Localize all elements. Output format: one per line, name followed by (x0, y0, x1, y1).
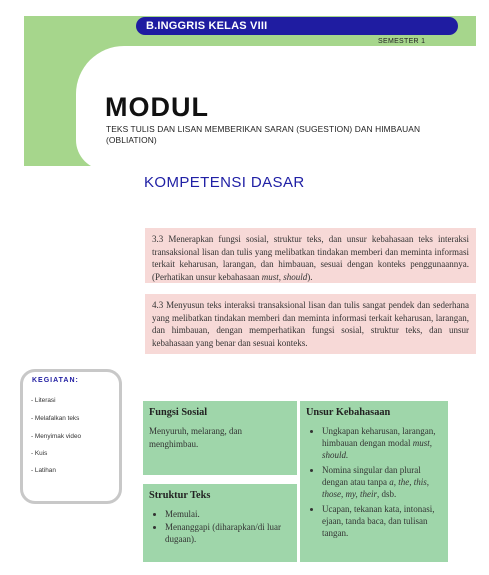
kd-3-3-box (145, 228, 476, 283)
kegiatan-item-latihan: - Latihan (31, 467, 56, 474)
kegiatan-item-kuis: - Kuis (31, 450, 48, 457)
kompetensi-dasar-heading: KOMPETENSI DASAR (144, 174, 305, 191)
kegiatan-item-menyimak: - Menyimak video (31, 433, 82, 440)
unsur-kebahasaan-item (322, 425, 442, 461)
unsur-kebahasaan-box (300, 401, 448, 562)
unsur-item-2-text: Nomina singular dan plural dengan atau tanpa (322, 465, 421, 487)
fungsi-sosial-text: Menyuruh, melarang, dan menghimbau. (149, 426, 242, 449)
subject-title-bar: B.INGGRIS KELAS VIII (136, 17, 458, 35)
unsur-kebahasaan-item: • Ucapan, tekanan kata, intonasi, ejaan, tanda baca, dan tulisan tangan. (322, 503, 442, 539)
unsur-kebahasaan-list (306, 425, 442, 539)
fungsi-sosial-box (143, 401, 297, 475)
unsur-item-2-end: , dsb. (377, 489, 397, 499)
modul-subtitle: TEKS TULIS DAN LISAN MEMBERIKAN SARAN (SUGESTION) DAN HIMBAUAN (OBLIATION) (106, 124, 421, 145)
unsur-item-2-emphasis: a, the, this, those, my, their (322, 477, 429, 499)
struktur-teks-list (149, 508, 291, 545)
struktur-teks-item: • Menanggapi (diharapkan/di luar dugaan). (165, 521, 291, 545)
unsur-kebahasaan-title: Unsur Kebahasaan (306, 407, 391, 418)
semester-label: SEMESTER 1 (378, 38, 426, 45)
struktur-teks-item: • Memulai. (165, 508, 291, 520)
kd-3-3-modal-emphasis: must, should (261, 271, 308, 282)
unsur-item-1-emphasis: must, should. (322, 438, 432, 460)
unsur-kebahasaan-item (322, 464, 442, 500)
kegiatan-item-melafalkan: - Melafalkan teks (31, 415, 80, 422)
struktur-teks-title: Struktur Teks (149, 490, 211, 501)
struktur-teks-box (143, 484, 297, 562)
fungsi-sosial-title: Fungsi Sosial (149, 407, 208, 418)
kd-3-3-text: 3.3 Menerapkan fungsi sosial, struktur teks, dan unsur kebahasaan teks interaksi transaksional lisan dan tulis yang melibatkan tindakan memberi dan meminta informasi terkait keharusan, larangan, dan himbauan, sesuai dengan konteks penggunaannya. (Perhatikan unsur kebahasaan (152, 234, 469, 282)
kegiatan-title: KEGIATAN: (32, 377, 79, 384)
kd-4-3-text: 4.3 Menyusun teks interaksi transaksional lisan dan tulis sangat pendek dan sederhana yang melibatkan tindakan memberi dan meminta informasi terkait keharusan, larangan, dan himbauan, dengan memperhatikan fungsi sosial, struktur teks, dan unsur kebahasaan yang benar dan sesuai konteks. (152, 300, 469, 348)
modul-title: MODUL (105, 92, 209, 122)
unsur-item-1-text: Ungkapan keharusan, larangan, himbauan dengan modal (322, 426, 436, 448)
kd-3-3-end: ). (307, 271, 313, 282)
kd-4-3-box (145, 294, 476, 354)
kegiatan-item-literasi: - Literasi (31, 397, 56, 404)
